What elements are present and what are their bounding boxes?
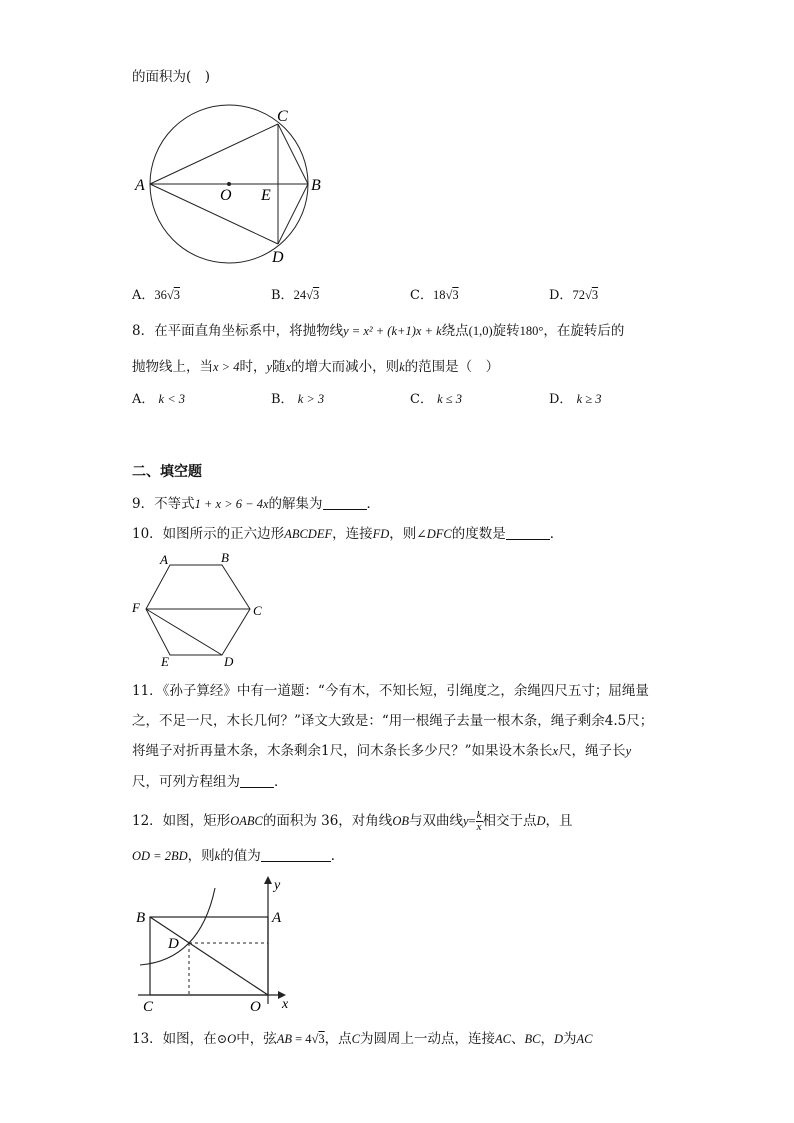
q9-line: 9．不等式1 + x > 6 − 4x的解集为 ． (132, 496, 380, 512)
q10-label-a: A (160, 552, 168, 567)
q8-option-b: B． k > 3 (271, 392, 325, 407)
q7-label-e: E (261, 187, 271, 204)
q12-fraction: $\frac{k}{x}$ (476, 809, 482, 833)
q12-label-d: D (168, 936, 179, 952)
q12-label-a: A (272, 910, 282, 926)
q11-line-3: 将绳子对折再量木条，木条剩余1尺，问木条长多少尺？”如果设木条长x尺，绳子长y (132, 743, 632, 759)
q10-label-c: C (253, 603, 262, 618)
q8-option-a: A． k < 3 (132, 392, 186, 407)
q11-line-4: 尺，可列方程组为 ． (132, 774, 288, 790)
q12-label-c: C (143, 999, 154, 1015)
q12-line-1: 12．如图，矩形OABC的面积为 36，对角线OB与双曲线y= $\frac{k}{x}$ 相交于点D，且 (132, 809, 573, 833)
q8-line-1: 8．在平面直角坐标系中，将抛物线y = x² + (k+1)x + k绕点(1,0)旋转180°，在旋转后的 (132, 323, 625, 339)
q10-label-f: F (132, 600, 140, 615)
q10-line: 10．如图所示的正六边形ABCDEF，连接FD，则∠DFC的度数是 ． (132, 526, 564, 542)
q7-tail: 的面积为( ) (132, 69, 211, 85)
q7-option-d: D．72√3 (549, 288, 599, 303)
q10-label-b: B (221, 550, 229, 565)
section-heading: 二、填空题 (132, 464, 202, 480)
q7-label-b: B (311, 177, 321, 194)
q12-axis-y-label: y (274, 878, 281, 893)
q7-label-c: C (277, 108, 288, 125)
q12-line-2: OD = 2BD，则k的值为 ． (132, 848, 345, 864)
q7-option-a: A．36√3 (132, 288, 181, 303)
q11-line-2: 之，不足一尺，木长几何？”译文大致是：“用一根绳子去量一根木条，绳子剩余4.5尺； (132, 713, 654, 729)
q7-option-c: C．18√3 (410, 288, 459, 303)
q8-line-2: 抛物线上，当x > 4时，y随x的增大而减小，则k的范围是（ ） (132, 359, 500, 375)
q12-axis-x-label: x (282, 997, 289, 1012)
q12-label-o: O (250, 999, 261, 1015)
q7-label-o: O (220, 187, 232, 204)
q7-label-d: D (272, 249, 284, 266)
q7-option-b: B．24√3 (271, 288, 320, 303)
q10-label-e: E (161, 654, 169, 669)
q8-option-c: C． k ≤ 3 (410, 392, 463, 407)
q12-label-b: B (136, 910, 146, 926)
q7-label-a: A (135, 177, 145, 194)
q10-label-d: D (224, 654, 234, 669)
q8-option-d: D． k ≥ 3 (549, 392, 602, 407)
q13-line-1: 13．如图，在⊙O中，弦AB = 4√3，点C为圆周上一动点，连接AC、BC，D为AC (132, 1031, 593, 1047)
q11-line-1: 11．《孙子算经》中有一道题：“今有木，不知长短，引绳度之，余绳四尺五寸；屈绳量 (132, 683, 649, 699)
